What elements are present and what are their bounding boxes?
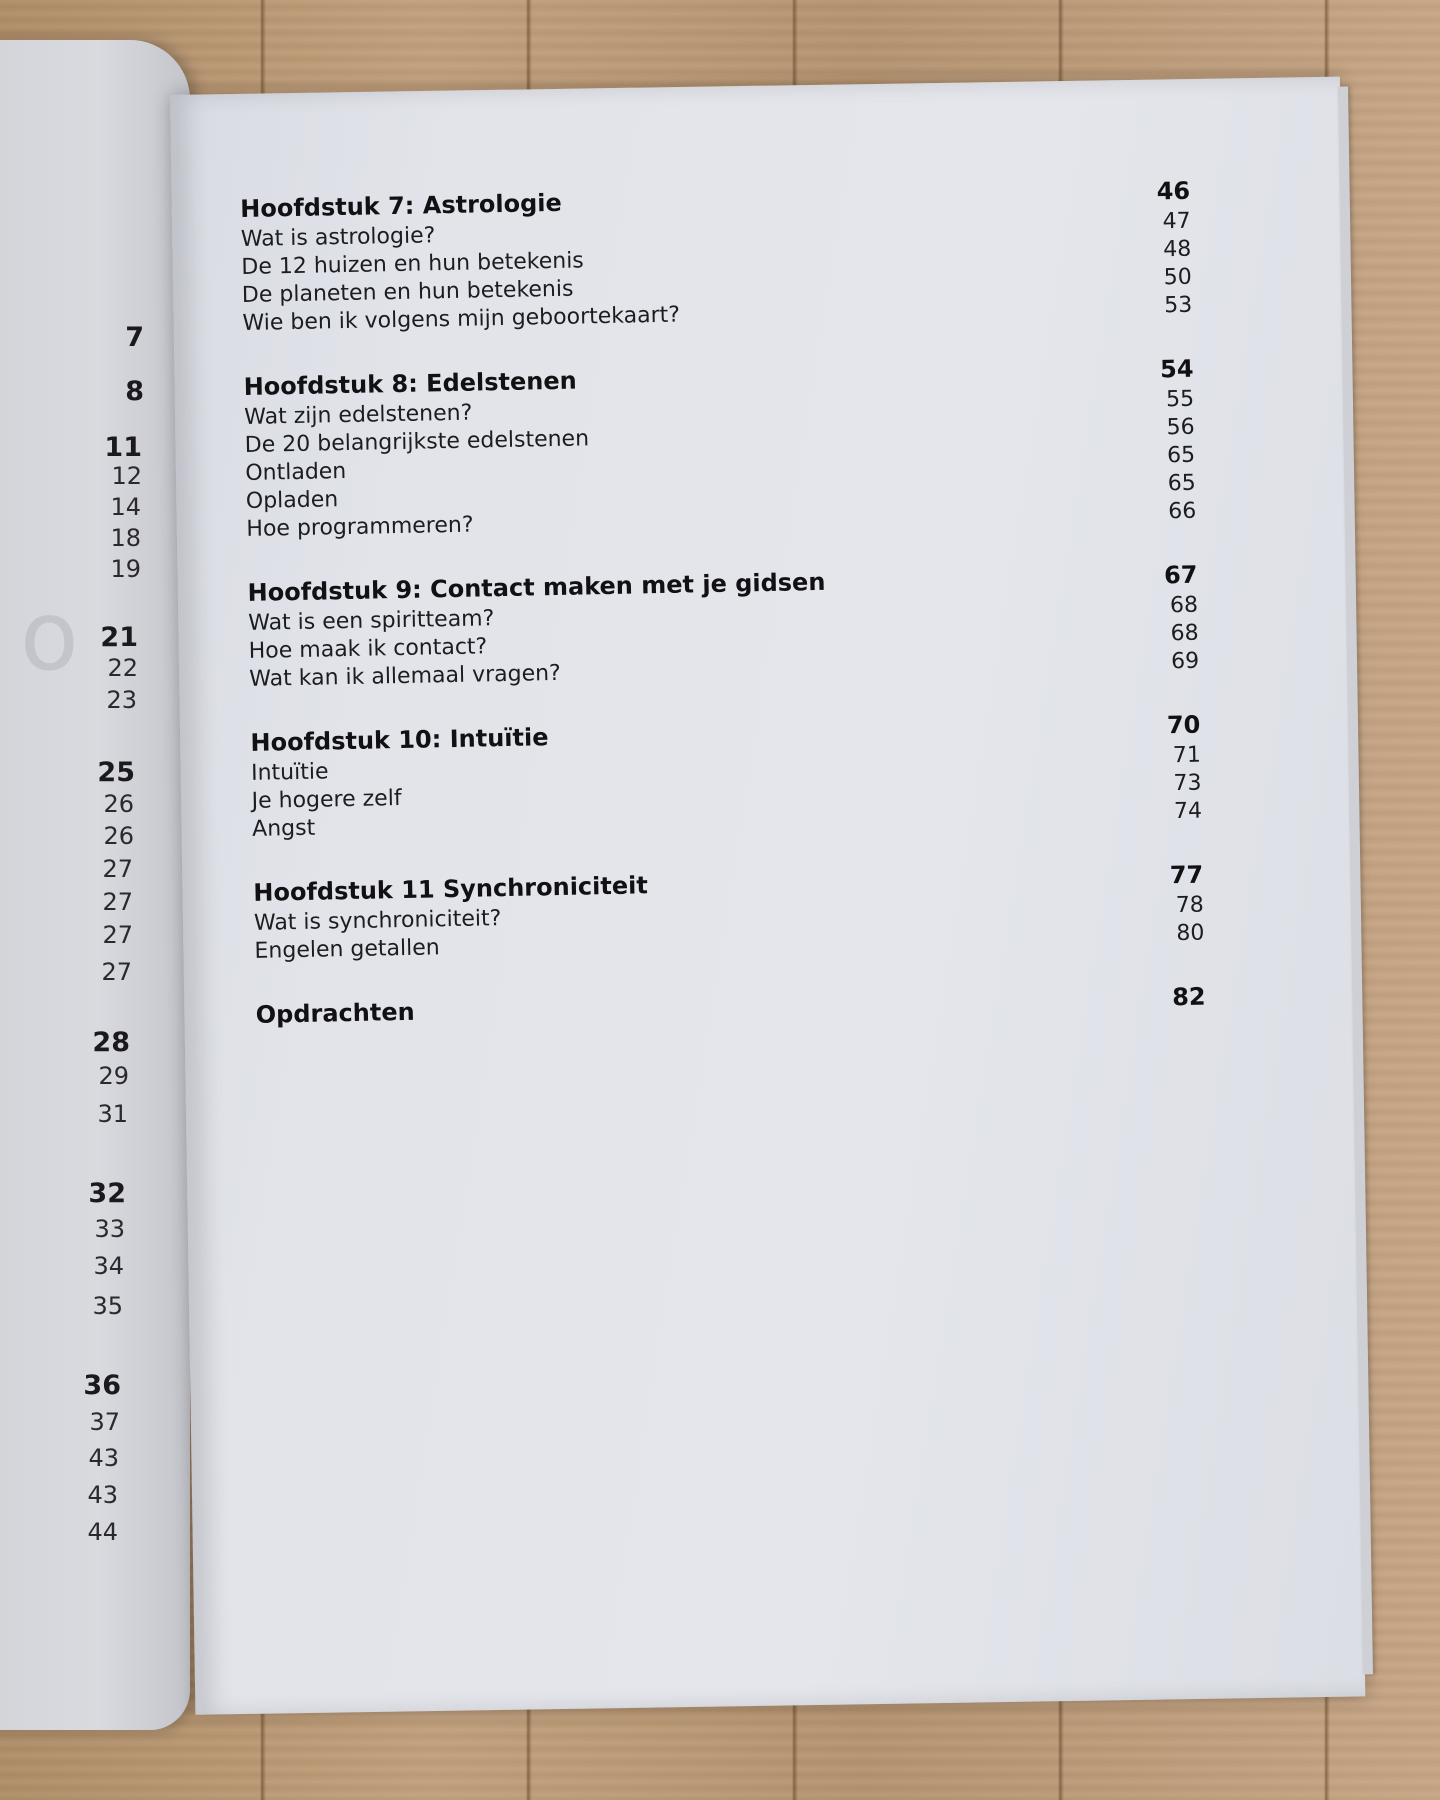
entry-title: Wat is astrologie?	[240, 223, 436, 252]
entry-page-number: 73	[1173, 770, 1202, 797]
entry-title: Wat kan ik allemaal vragen?	[249, 660, 561, 692]
entry-page-number: 56	[1166, 414, 1195, 441]
left-page-number: 27	[102, 855, 133, 883]
chapter-page-number: 70	[1166, 710, 1201, 740]
table-of-contents	[240, 177, 1207, 1067]
left-page-number: 8	[125, 376, 144, 407]
left-page-number: 26	[103, 790, 134, 818]
toc-chapter	[243, 355, 1196, 545]
chapter-heading	[255, 983, 1205, 1033]
chapter-title: Hoofdstuk 9: Contact maken met je gidsen	[247, 567, 826, 607]
left-page-numbers	[0, 0, 190, 1800]
entry-title: Wat is synchroniciteit?	[253, 906, 502, 936]
chapter-title: Hoofdstuk 10: Intuïtie	[250, 723, 549, 757]
chapter-title: Hoofdstuk 8: Edelstenen	[243, 366, 577, 401]
bleed-through-letter: o	[20, 580, 79, 692]
entry-page-number: 80	[1176, 920, 1205, 947]
left-page-number: 26	[103, 822, 134, 850]
entry-page-number: 78	[1175, 892, 1205, 919]
left-page-number: 19	[110, 555, 141, 583]
left-page-number: 7	[125, 322, 144, 353]
entry-title: Angst	[251, 815, 316, 842]
toc-chapter	[250, 711, 1202, 845]
entry-page-number: 55	[1165, 386, 1195, 413]
left-page-number: 31	[97, 1100, 128, 1128]
left-page-number: 36	[83, 1370, 121, 1401]
entry-page-number: 65	[1166, 442, 1196, 469]
left-page-number: 27	[102, 888, 133, 916]
entry-page-number: 50	[1163, 264, 1192, 291]
entry-title: Hoe programmeren?	[246, 512, 474, 542]
entry-title: De 20 belangrijkste edelstenen	[244, 426, 590, 458]
left-page-number: 27	[101, 958, 132, 986]
chapter-page-number: 67	[1163, 560, 1198, 590]
entry-page-number: 48	[1162, 236, 1192, 263]
chapter-title: Hoofdstuk 7: Astrologie	[240, 188, 563, 223]
left-page-number: 43	[87, 1481, 118, 1509]
entry-title: Wat is een spiritteam?	[247, 606, 495, 636]
entry-title: Intuïtie	[250, 759, 329, 786]
chapter-page-number: 54	[1159, 354, 1194, 384]
chapter-page-number: 82	[1171, 982, 1206, 1012]
left-page-number: 43	[88, 1444, 119, 1472]
left-page-number: 12	[111, 462, 142, 490]
chapter-title: Hoofdstuk 11 Synchroniciteit	[253, 871, 649, 907]
entry-page-number: 65	[1167, 470, 1196, 497]
toc-chapter	[240, 177, 1193, 339]
left-page-number: 29	[98, 1062, 129, 1090]
entry-page-number: 68	[1169, 592, 1199, 619]
entry-title: Engelen getallen	[254, 935, 440, 964]
left-page-number: 14	[110, 493, 141, 521]
left-page-number: 21	[100, 622, 138, 653]
entry-title: Opladen	[245, 487, 339, 514]
entry-page-number: 69	[1170, 648, 1200, 675]
entry-title: De planeten en hun betekenis	[241, 276, 574, 308]
entry-title: Ontladen	[245, 459, 347, 486]
chapter-page-number: 46	[1156, 176, 1191, 206]
left-page-number: 35	[92, 1292, 123, 1320]
chapter-title: Opdrachten	[255, 997, 415, 1029]
left-page-number: 37	[89, 1408, 120, 1436]
left-page-number: 18	[110, 524, 141, 552]
toc-chapter	[255, 983, 1205, 1033]
entry-title: Wat zijn edelstenen?	[244, 400, 473, 430]
left-page-number: 23	[106, 686, 137, 714]
left-page-number: 25	[97, 757, 135, 788]
left-page-number: 34	[93, 1252, 124, 1280]
left-page-number: 11	[104, 432, 142, 463]
entry-title: De 12 huizen en hun betekenis	[241, 248, 585, 280]
entry-page-number: 71	[1172, 742, 1202, 769]
entry-page-number: 74	[1173, 798, 1203, 825]
left-page-number: 32	[88, 1178, 126, 1209]
toc-chapter	[247, 561, 1199, 695]
entry-page-number: 68	[1170, 620, 1199, 647]
left-page-number: 33	[94, 1215, 125, 1243]
entry-title: Wie ben ik volgens mijn geboortekaart?	[242, 302, 681, 336]
left-page-number: 28	[92, 1027, 130, 1058]
chapter-page-number: 77	[1169, 860, 1204, 890]
left-page-number: 27	[102, 921, 133, 949]
entry-page-number: 66	[1168, 498, 1197, 525]
entry-page-number: 53	[1164, 292, 1193, 319]
entry-title: Je hogere zelf	[251, 786, 402, 814]
entry-title: Hoe maak ik contact?	[248, 634, 488, 664]
left-page-number: 22	[107, 654, 138, 682]
entry-page-number: 47	[1162, 208, 1191, 235]
toc-chapter	[253, 861, 1205, 967]
left-page-number: 44	[87, 1518, 118, 1546]
